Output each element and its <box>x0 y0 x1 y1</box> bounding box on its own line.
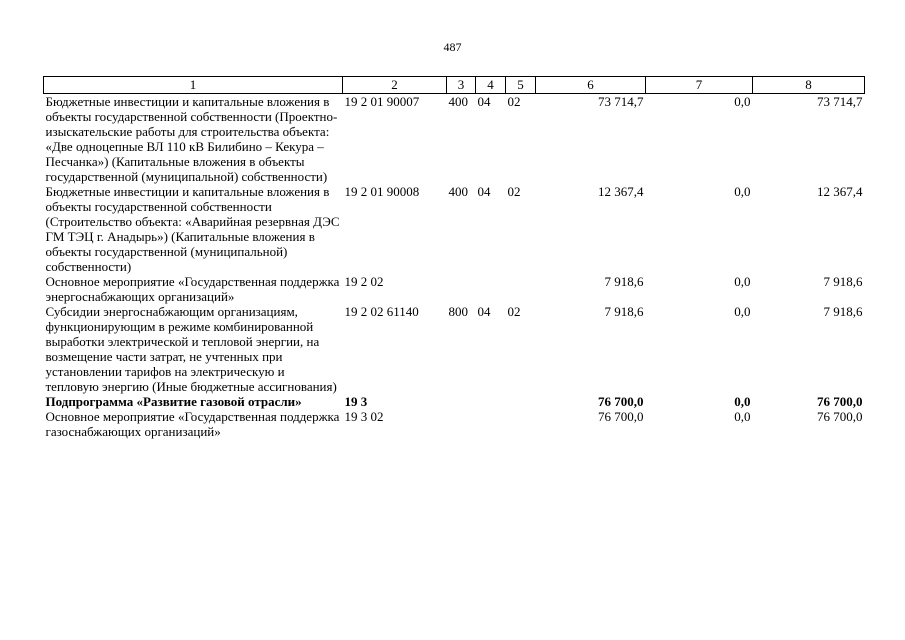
row-col7-cell: 0,0 <box>734 274 751 289</box>
page-number: 487 <box>443 40 462 54</box>
row-col5-cell: 02 <box>507 184 521 199</box>
row-name-cell: Бюджетные инвестиции и капитальные вложения в объекты государственной собственности (Строительство объекта: «Аварийная резервная ДЭС ГМ ТЭЦ г. Анадырь») (Капитальные вложения в объекты государственной (муниципальной) собственности) <box>45 184 340 274</box>
table-row <box>44 304 865 394</box>
column-header: 4 <box>476 77 506 94</box>
row-code-cell: 19 3 02 <box>344 409 384 424</box>
table-row-subprogram <box>44 394 865 409</box>
row-col8-cell: 7 918,6 <box>823 304 863 319</box>
column-header: 1 <box>44 77 343 94</box>
row-col3-cell <box>447 409 476 439</box>
row-col6-cell: 7 918,6 <box>604 274 644 289</box>
row-col5-cell <box>506 409 536 439</box>
table-row <box>44 184 865 274</box>
row-code-cell: 19 2 01 90007 <box>344 94 420 109</box>
table-row <box>44 94 865 185</box>
row-col5-cell <box>506 274 536 304</box>
row-name-cell: Основное мероприятие «Государственная поддержка газоснабжающих организаций» <box>45 409 340 439</box>
row-col7-cell: 0,0 <box>734 184 751 199</box>
row-name-cell: Бюджетные инвестиции и капитальные вложения в объекты государственной собственности (Проектно-изыскательские работы для строительства объекта: «Две одноцепные ВЛ 110 кВ Билибино – Кекура – Песчанка») (Капитальные вложения в объекты государственной (муниципальной) собственности) <box>45 94 338 184</box>
row-col6-cell: 7 918,6 <box>604 304 644 319</box>
row-col5-cell <box>506 394 536 409</box>
row-col6-cell: 76 700,0 <box>598 409 644 424</box>
row-col3-cell <box>447 274 476 304</box>
row-code-cell: 19 3 <box>344 394 368 409</box>
row-col3-cell: 400 <box>448 94 468 109</box>
row-col5-cell: 02 <box>507 94 521 109</box>
row-name-cell: Подпрограмма «Развитие газовой отрасли» <box>45 394 302 409</box>
column-header: 8 <box>753 77 865 94</box>
row-col4-cell: 04 <box>477 304 491 319</box>
table-row <box>44 274 865 304</box>
table-header <box>44 77 865 94</box>
row-code-cell: 19 2 01 90008 <box>344 184 420 199</box>
row-code-cell: 19 2 02 <box>344 274 384 289</box>
row-name-cell: Основное мероприятие «Государственная поддержка энергоснабжающих организаций» <box>45 274 340 304</box>
row-col7-cell: 0,0 <box>734 409 751 424</box>
row-col4-cell <box>476 409 506 439</box>
row-col7-cell: 0,0 <box>734 94 751 109</box>
row-col8-cell: 73 714,7 <box>817 94 863 109</box>
row-col7-cell: 0,0 <box>734 304 751 319</box>
column-header: 7 <box>646 77 753 94</box>
row-col6-cell: 73 714,7 <box>598 94 644 109</box>
row-col8-cell: 7 918,6 <box>823 274 863 289</box>
row-code-cell: 19 2 02 61140 <box>344 304 419 319</box>
row-col6-cell: 76 700,0 <box>598 394 644 409</box>
column-header: 2 <box>343 77 447 94</box>
table-row <box>44 409 865 439</box>
column-header: 3 <box>447 77 476 94</box>
row-col8-cell: 12 367,4 <box>817 184 863 199</box>
row-col4-cell <box>476 394 506 409</box>
row-col4-cell: 04 <box>477 94 491 109</box>
row-col8-cell: 76 700,0 <box>817 409 863 424</box>
row-col3-cell: 800 <box>448 304 468 319</box>
row-col4-cell <box>476 274 506 304</box>
row-col3-cell <box>447 394 476 409</box>
row-col4-cell: 04 <box>477 184 491 199</box>
column-header: 5 <box>506 77 536 94</box>
row-col8-cell: 76 700,0 <box>817 394 863 409</box>
row-col6-cell: 12 367,4 <box>598 184 644 199</box>
row-col5-cell: 02 <box>507 304 521 319</box>
row-col3-cell: 400 <box>448 184 468 199</box>
column-header: 6 <box>536 77 646 94</box>
row-col7-cell: 0,0 <box>734 394 751 409</box>
row-name-cell: Субсидии энергоснабжающим организациям, функционирующим в режиме комбинированной выработки электрической и тепловой энергии, на возмещение части затрат, не учтенных при установлении тарифов на электрическую и тепловую энергию (Иные бюджетные ассигнования) <box>45 304 337 394</box>
budget-table <box>43 76 865 439</box>
